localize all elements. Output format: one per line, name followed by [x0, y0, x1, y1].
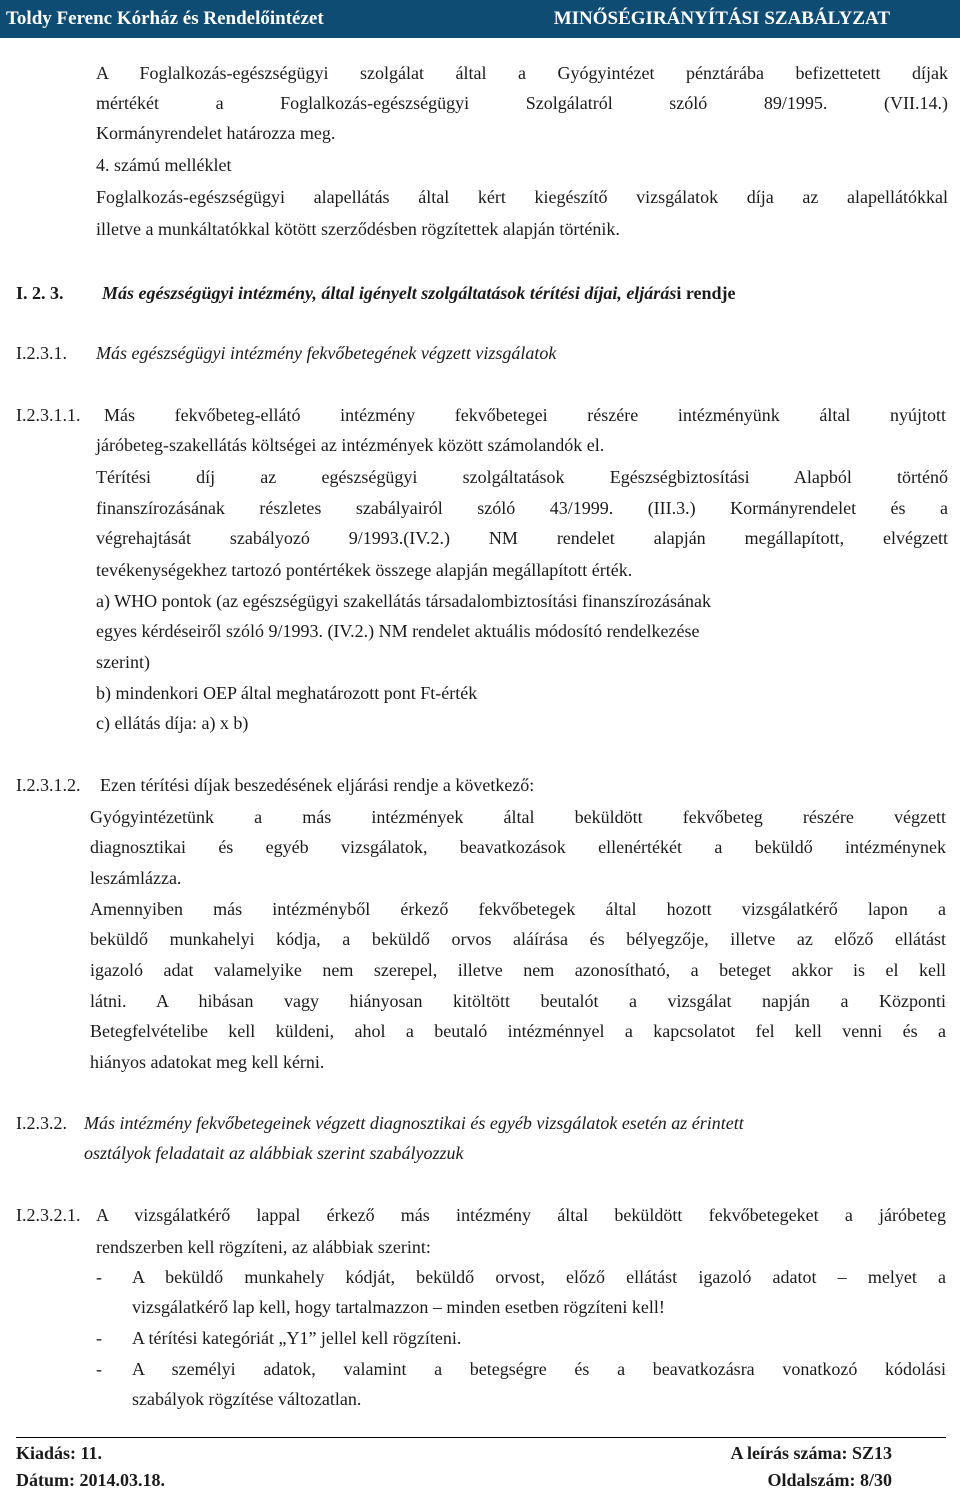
- paragraph-line: beküldő munkahelyi kódja, a beküldő orvos aláírása és bélyegzője, illetve az előző ellátást: [90, 929, 946, 949]
- paragraph-line: a) WHO pontok (az egészségügyi szakellátás társadalombiztosítási finanszírozásának: [96, 591, 711, 611]
- intro-line: Foglalkozás-egészségügyi alapellátás által kért kiegészítő vizsgálatok díja az alapellátókkal: [96, 187, 948, 207]
- section-title-line: Más intézmény fekvőbetegeinek végzett diagnosztikai és egyéb vizsgálatok esetén az érintett: [84, 1113, 744, 1133]
- footer-page-number: Oldalszám: 8/30: [767, 1470, 892, 1490]
- intro-line: Kormányrendelet határozza meg.: [96, 123, 336, 143]
- paragraph-line: járóbeteg-szakellátás költségei az intézmények között számolandók el.: [96, 435, 605, 455]
- paragraph-line: szerint): [96, 652, 150, 672]
- intro-line: illetve a munkáltatókkal kötött szerződésben rögzítettek alapján történik.: [96, 219, 620, 239]
- paragraph-line: végrehajtását szabályozó 9/1993.(IV.2.) NM rendelet alapján megállapított, elvégzett: [96, 528, 948, 548]
- page-header: [0, 0, 960, 38]
- paragraph-line: diagnosztikai és egyéb vizsgálatok, beavatkozások ellenértékét a beküldő intézménynek: [90, 837, 946, 857]
- institution-name: Toldy Ferenc Kórház és Rendelőintézet: [6, 8, 324, 29]
- paragraph-line: leszámlázza.: [90, 868, 182, 888]
- section-title: Más egészségügyi intézmény fekvőbetegének végzett vizsgálatok: [96, 343, 557, 363]
- paragraph-line: Térítési díj az egészségügyi szolgáltatások Egészségbiztosítási Alapból történő: [96, 467, 948, 487]
- section-number: I.2.3.2.1.: [16, 1205, 81, 1225]
- bullet-line: szabályok rögzítése változatlan.: [132, 1389, 362, 1409]
- section-number: I. 2. 3.: [16, 283, 64, 303]
- bullet-line: vizsgálatkérő lap kell, hogy tartalmazzon – minden esetben rögzíteni kell!: [132, 1297, 665, 1317]
- paragraph-line: Amennyiben más intézményből érkező fekvőbetegek által hozott vizsgálatkérő lapon a: [90, 899, 946, 919]
- footer-issue: Kiadás: 11.: [16, 1443, 103, 1463]
- paragraph-line: látni. A hibásan vagy hiányosan kitöltött beutalót a vizsgálat napján a Központi: [90, 991, 946, 1011]
- paragraph-line: Más fekvőbeteg-ellátó intézmény fekvőbetegei részére intézményünk által nyújtott: [104, 405, 946, 425]
- footer-divider: [16, 1437, 946, 1438]
- section-number: I.2.3.1.2.: [16, 775, 81, 795]
- paragraph-line: egyes kérdéseiről szóló 9/1993. (IV.2.) NM rendelet aktuális módosító rendelkezése: [96, 621, 700, 641]
- paragraph-line: Ezen térítési díjak beszedésének eljárási rendje a következő:: [100, 775, 535, 795]
- document-type: MINŐSÉGIRÁNYÍTÁSI SZABÁLYZAT: [553, 8, 890, 29]
- section-heading: [102, 282, 736, 304]
- bullet-dash: -: [96, 1328, 102, 1348]
- footer-date: Dátum: 2014.03.18.: [16, 1470, 165, 1490]
- section-number: I.2.3.1.1.: [16, 405, 81, 425]
- paragraph-line: Gyógyintézetünk a más intézmények által beküldött fekvőbeteg részére végzett: [90, 807, 946, 827]
- section-number: I.2.3.2.: [16, 1113, 67, 1133]
- paragraph-line: finanszírozásának részletes szabályairól szóló 43/1999. (III.3.) Kormányrendelet és a: [96, 498, 948, 518]
- bullet-line: A térítési kategóriát „Y1” jellel kell rögzíteni.: [132, 1328, 462, 1348]
- section-title: Más egészségügyi intézmény, által igényelt szolgáltatások térítési díjai, eljárás: [102, 283, 677, 303]
- bullet-dash: -: [96, 1267, 102, 1287]
- paragraph-line: tevékenységekhez tartozó pontértékek összege alapján megállapított érték.: [96, 560, 633, 580]
- intro-line: A Foglalkozás-egészségügyi szolgálat által a Gyógyintézet pénztárába befizettetett díjak: [96, 63, 948, 83]
- section-number: I.2.3.1.: [16, 343, 67, 363]
- bullet-dash: -: [96, 1359, 102, 1379]
- paragraph-line: rendszerben kell rögzíteni, az alábbiak szerint:: [96, 1237, 431, 1257]
- intro-line: 4. számú melléklet: [96, 155, 232, 175]
- bullet-line: A személyi adatok, valamint a betegségre és a beavatkozásra vonatkozó kódolási: [132, 1359, 946, 1379]
- paragraph-line: hiányos adatokat meg kell kérni.: [90, 1052, 325, 1072]
- paragraph-line: c) ellátás díja: a) x b): [96, 713, 249, 733]
- section-title-tail: i rendje: [676, 283, 736, 303]
- footer-doc-number: A leírás száma: SZ13: [730, 1443, 892, 1463]
- section-title-line: osztályok feladatait az alábbiak szerint szabályozzuk: [84, 1143, 464, 1163]
- bullet-line: A beküldő munkahely kódját, beküldő orvost, előző ellátást igazoló adatot – melyet a: [132, 1267, 946, 1287]
- paragraph-line: Betegfelvételibe kell küldeni, ahol a beutaló intézménnyel a kapcsolatot fel kell venni és a: [90, 1021, 946, 1041]
- paragraph-line: A vizsgálatkérő lappal érkező más intézmény által beküldött fekvőbetegeket a járóbeteg: [96, 1205, 946, 1225]
- paragraph-line: igazoló adat valamelyike nem szerepel, illetve nem azonosítható, a beteget akkor is el kell: [90, 960, 946, 980]
- paragraph-line: b) mindenkori OEP által meghatározott pont Ft-érték: [96, 683, 478, 703]
- intro-line: mértékét a Foglalkozás-egészségügyi Szolgálatról szóló 89/1995. (VII.14.): [96, 93, 948, 113]
